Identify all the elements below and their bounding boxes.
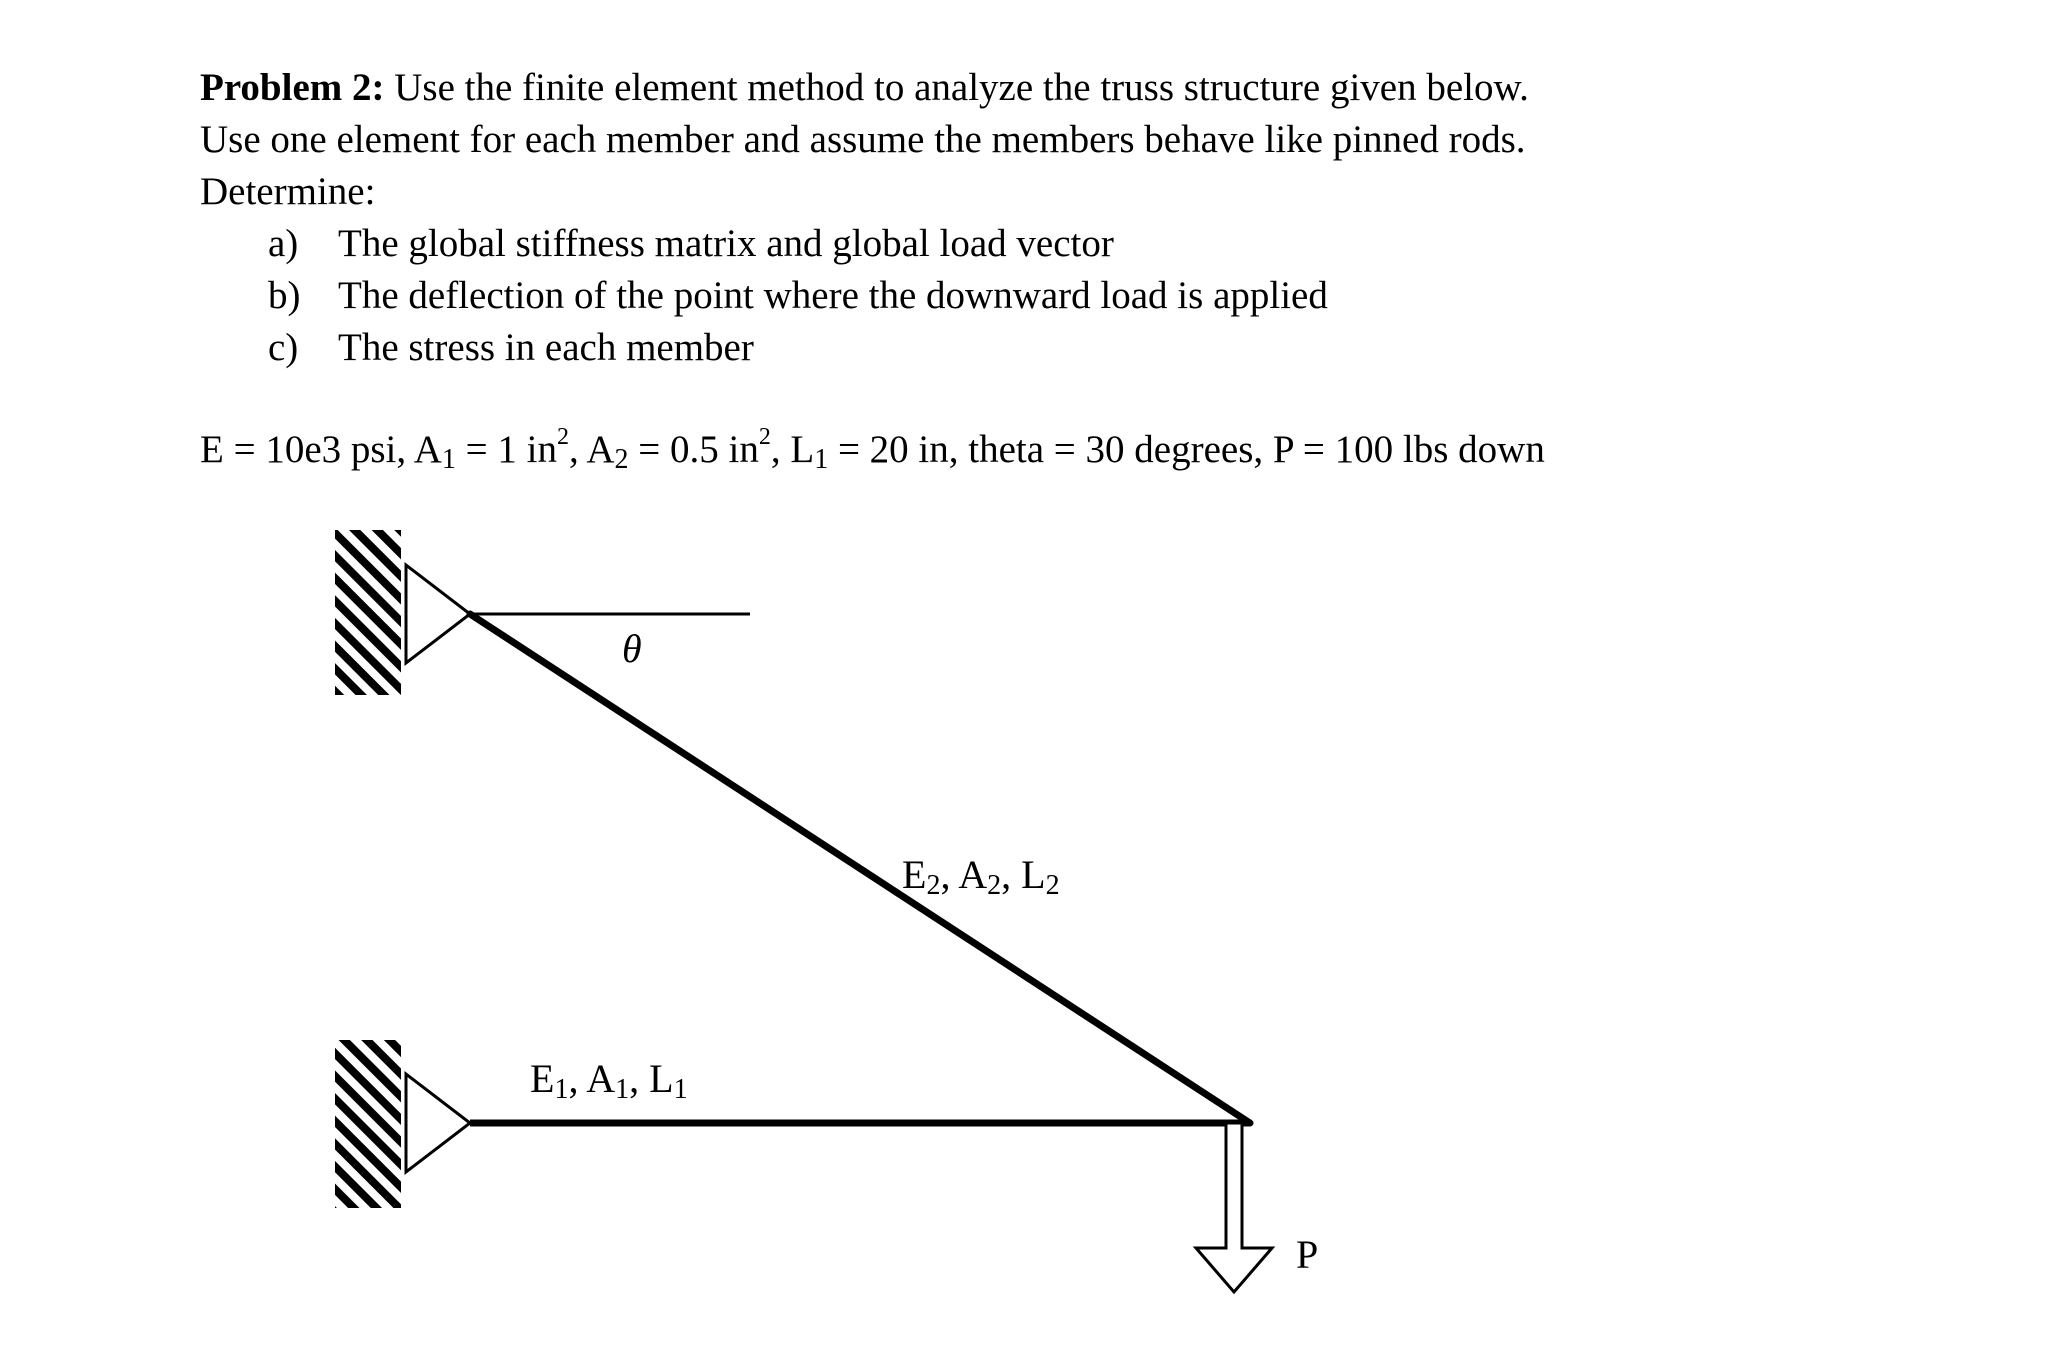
param-a2-value: = 0.5 in bbox=[628, 428, 759, 471]
problem-heading: Problem 2: bbox=[200, 66, 385, 109]
top-pin-support bbox=[406, 565, 470, 663]
member-1-label: E1, A1, L1 bbox=[530, 1056, 688, 1105]
member-2 bbox=[470, 614, 1250, 1123]
param-a1-value: = 1 in bbox=[455, 428, 557, 471]
list-text: The stress in each member bbox=[338, 326, 754, 369]
list-text: The global stiffness matrix and global load vector bbox=[338, 222, 1114, 265]
param-l1-sub: 1 bbox=[814, 444, 829, 475]
list-marker: c) bbox=[268, 326, 299, 369]
param-a1-sub: 1 bbox=[441, 444, 456, 475]
problem-line-3: Determine: bbox=[200, 170, 376, 213]
load-label: P bbox=[1296, 1232, 1319, 1277]
bottom-wall-hatch bbox=[335, 1040, 401, 1208]
param-l1: , L bbox=[770, 428, 815, 471]
param-rest: = 20 in, theta = 30 degrees, P = 100 lbs down bbox=[828, 428, 1545, 471]
param-a2-sub: 2 bbox=[614, 444, 629, 475]
param-a2-exp: 2 bbox=[758, 424, 771, 450]
bottom-pin-support bbox=[406, 1074, 470, 1172]
param-e: E = 10e3 psi, A bbox=[200, 428, 442, 471]
param-a2: , A bbox=[569, 428, 615, 471]
param-a1-exp: 2 bbox=[557, 424, 569, 450]
load-arrow bbox=[1196, 1123, 1272, 1292]
theta-label: θ bbox=[622, 626, 642, 671]
problem-line-1-text: Use the finite element method to analyze the truss structure given below. bbox=[384, 66, 1529, 109]
problem-line-2: Use one element for each member and assume the members behave like pinned rods. bbox=[200, 118, 1526, 161]
list-marker: a) bbox=[268, 222, 299, 265]
list-marker: b) bbox=[268, 274, 301, 317]
list-text: The deflection of the point where the downward load is applied bbox=[338, 274, 1328, 317]
member-2-label: E2, A2, L2 bbox=[902, 852, 1060, 901]
top-wall-hatch bbox=[335, 530, 401, 695]
